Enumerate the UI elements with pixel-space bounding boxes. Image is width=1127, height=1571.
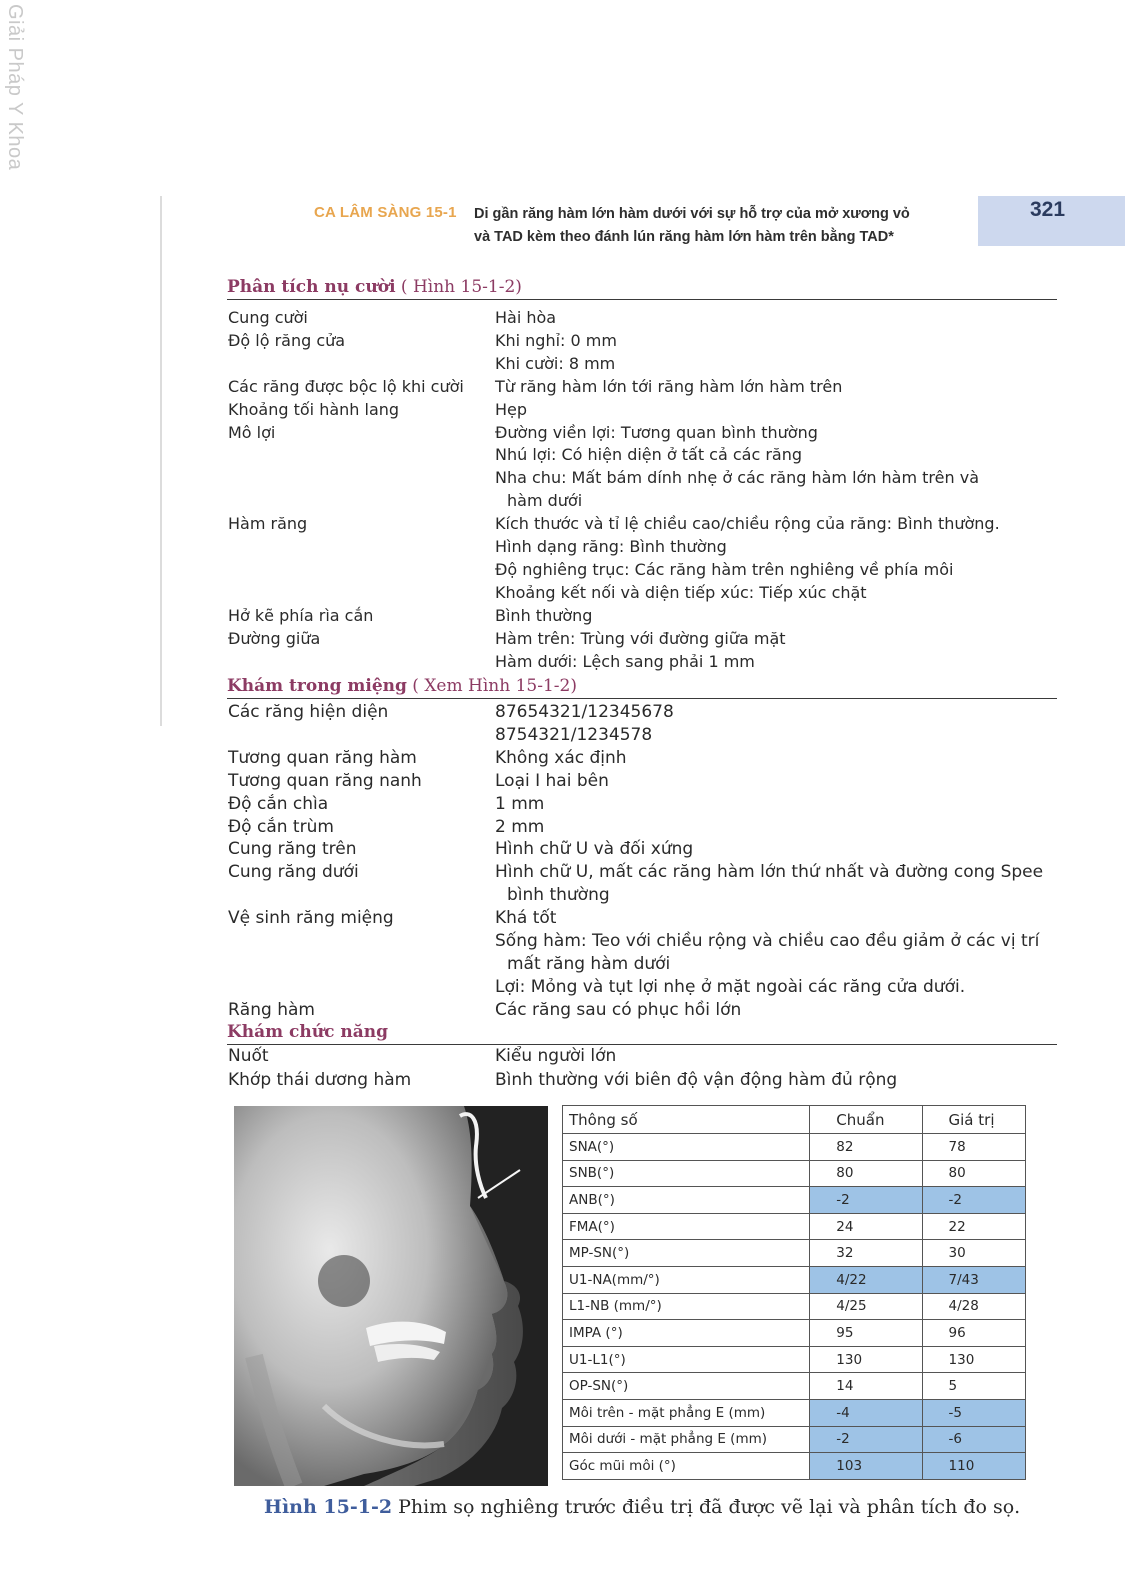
cell-norm: 80: [810, 1160, 922, 1187]
table-row: [563, 1293, 1026, 1320]
cell-param: SNB(°): [563, 1160, 810, 1187]
row-value: Hình chữ U và đối xứng: [495, 839, 694, 860]
cell-value: -2: [922, 1187, 1025, 1214]
row-value: Khá tốt: [495, 908, 557, 929]
case-label: CA LÂM SÀNG 15-1: [314, 204, 457, 221]
caption-text: Phim sọ nghiêng trước điều trị đã được vẽ lại và phân tích đo sọ.: [392, 1496, 1021, 1518]
row-value: Độ nghiêng trục: Các răng hàm trên nghiêng về phía môi: [495, 559, 954, 579]
section-heading-functional: [227, 1022, 1057, 1045]
row-value: Hài hòa: [495, 308, 557, 327]
header-norm: Chuẩn: [810, 1106, 922, 1134]
cell-param: L1-NB (mm/°): [563, 1293, 810, 1320]
row-value: Kiểu người lớn: [495, 1046, 617, 1066]
row-value: Nha chu: Mất bám dính nhẹ ở các răng hàm lớn hàm trên và: [495, 468, 979, 488]
cell-value: 22: [922, 1213, 1025, 1240]
cell-param: FMA(°): [563, 1213, 810, 1240]
cell-norm: -4: [810, 1399, 922, 1426]
lateral-ceph-radiograph: [234, 1106, 548, 1486]
row-value: 87654321/12345678: [495, 702, 674, 722]
section-title: Khám trong miệng: [227, 676, 407, 696]
row-value: Hàm trên: Trùng với đường giữa mặt: [495, 628, 786, 648]
cell-param: MP-SN(°): [563, 1240, 810, 1267]
row-value: Kích thước và tỉ lệ chiều cao/chiều rộng của răng: Bình thường.: [495, 514, 1000, 534]
row-label: Độ cắn trùm: [228, 816, 334, 837]
table-row: [563, 1426, 1026, 1453]
cell-value: 30: [922, 1240, 1025, 1267]
table-row: [563, 1346, 1026, 1373]
row-value: Loại I hai bên: [495, 770, 609, 791]
row-value: Từ răng hàm lớn tới răng hàm lớn hàm trên: [495, 376, 843, 396]
cell-norm: -2: [810, 1187, 922, 1214]
section-figure-ref: ( Xem Hình 15-1-2): [406, 676, 577, 696]
row-label: Khớp thái dương hàm: [228, 1070, 412, 1090]
header-value: Giá trị: [922, 1106, 1025, 1134]
cell-value: 80: [922, 1160, 1025, 1187]
cell-norm: 4/25: [810, 1293, 922, 1320]
row-label: Hở kẽ phía rìa cắn: [228, 605, 374, 625]
row-value: Bình thường với biên độ vận động hàm đủ rộng: [495, 1070, 898, 1090]
cell-value: -6: [922, 1426, 1025, 1453]
case-title-line-1: Di gần răng hàm lớn hàm dưới với sự hỗ trợ của mở xương vỏ: [474, 206, 910, 222]
cephalometric-table: [562, 1105, 1026, 1480]
table-row: [563, 1187, 1026, 1214]
table-row: [563, 1134, 1026, 1161]
cell-param: OP-SN(°): [563, 1373, 810, 1400]
page-number: 321: [1030, 198, 1066, 221]
cell-param: IMPA (°): [563, 1320, 810, 1347]
table-header-row: [563, 1106, 1026, 1134]
header-param: Thông số: [563, 1106, 810, 1134]
table-row: [563, 1453, 1026, 1480]
figure-caption: [264, 1496, 1020, 1518]
figure-number: Hình 15-1-2: [264, 1496, 393, 1518]
cell-param: Môi trên - mặt phẳng E (mm): [563, 1399, 810, 1426]
row-label: Tương quan răng nanh: [228, 770, 422, 791]
row-label: Các răng hiện diện: [228, 702, 389, 722]
row-value: hàm dưới: [507, 491, 583, 511]
cell-param: ANB(°): [563, 1187, 810, 1214]
row-label: Tương quan răng hàm: [228, 747, 417, 768]
cell-value: 78: [922, 1134, 1025, 1161]
row-value: Khi nghỉ: 0 mm: [495, 330, 617, 350]
cell-value: 4/28: [922, 1293, 1025, 1320]
cell-norm: 95: [810, 1320, 922, 1347]
row-value: Hẹp: [495, 399, 528, 419]
cell-value: 130: [922, 1346, 1025, 1373]
row-label: Vệ sinh răng miệng: [228, 908, 394, 929]
row-label: Mô lợi: [228, 422, 276, 442]
row-value: Không xác định: [495, 747, 627, 768]
cell-norm: 82: [810, 1134, 922, 1161]
row-label: Hàm răng: [228, 514, 308, 534]
cell-value: 5: [922, 1373, 1025, 1400]
row-label: Đường giữa: [228, 628, 321, 648]
section-heading-smile: [227, 277, 1057, 300]
cell-norm: 24: [810, 1213, 922, 1240]
row-value: Hình chữ U, mất các răng hàm lớn thứ nhất và đường cong Spee: [495, 862, 1044, 883]
table-row: [563, 1213, 1026, 1240]
cell-param: SNA(°): [563, 1134, 810, 1161]
row-label: Cung răng trên: [228, 839, 357, 860]
row-value: Nhú lợi: Có hiện diện ở tất cả các răng: [495, 445, 803, 465]
cell-norm: 130: [810, 1346, 922, 1373]
row-label: Cung cười: [228, 308, 308, 327]
row-value: Khoảng kết nối và diện tiếp xúc: Tiếp xúc chặt: [495, 582, 867, 602]
cell-value: 110: [922, 1453, 1025, 1480]
cell-norm: 32: [810, 1240, 922, 1267]
row-label: Các răng được bộc lộ khi cười: [228, 376, 464, 396]
cell-norm: 103: [810, 1453, 922, 1480]
row-label: Độ cắn chìa: [228, 793, 329, 814]
row-value: Hình dạng răng: Bình thường: [495, 537, 727, 556]
row-value: Hàm dưới: Lệch sang phải 1 mm: [495, 651, 755, 671]
cell-param: Góc mũi môi (°): [563, 1453, 810, 1480]
cell-param: Môi dưới - mặt phẳng E (mm): [563, 1426, 810, 1453]
radiograph-image: [234, 1106, 548, 1486]
cell-param: U1-L1(°): [563, 1346, 810, 1373]
cell-norm: -2: [810, 1426, 922, 1453]
case-title-line-2: và TAD kèm theo đánh lún răng hàm lớn hàm trên bằng TAD*: [474, 229, 894, 245]
cell-value: -5: [922, 1399, 1025, 1426]
row-value: mất răng hàm dưới: [507, 953, 671, 974]
row-value: Đường viền lợi: Tương quan bình thường: [495, 422, 818, 442]
cell-param: U1-NA(mm/°): [563, 1266, 810, 1293]
table-row: [563, 1399, 1026, 1426]
row-value: Các răng sau có phục hồi lớn: [495, 999, 742, 1020]
cell-norm: 4/22: [810, 1266, 922, 1293]
row-value: 8754321/1234578: [495, 724, 653, 745]
row-value: Khi cười: 8 mm: [495, 353, 616, 373]
row-value: 1 mm: [495, 793, 545, 814]
table-row: [563, 1320, 1026, 1347]
section-title: Phân tích nụ cười: [227, 277, 396, 297]
row-value: bình thường: [507, 885, 610, 906]
margin-rule: [160, 196, 162, 726]
row-value: 2 mm: [495, 816, 545, 837]
table-row: [563, 1373, 1026, 1400]
row-label: Cung răng dưới: [228, 862, 359, 883]
table-row: [563, 1160, 1026, 1187]
table-row: [563, 1240, 1026, 1267]
table-row: [563, 1266, 1026, 1293]
cell-value: 96: [922, 1320, 1025, 1347]
case-title: [474, 203, 934, 249]
watermark: Giải Pháp Y Khoa: [4, 4, 26, 171]
cell-value: 7/43: [922, 1266, 1025, 1293]
row-value: Lợi: Mỏng và tụt lợi nhẹ ở mặt ngoài các răng cửa dưới.: [495, 976, 966, 997]
row-value: Bình thường: [495, 605, 593, 625]
row-label: Răng hàm: [228, 999, 315, 1020]
row-label: Nuốt: [228, 1046, 269, 1066]
row-label: Khoảng tối hành lang: [228, 399, 400, 419]
section-heading-intraoral: [227, 676, 1057, 699]
row-label: Độ lộ răng cửa: [228, 330, 346, 350]
row-value: Sống hàm: Teo với chiều rộng và chiều cao đều giảm ở các vị trí: [495, 931, 1040, 951]
cell-norm: 14: [810, 1373, 922, 1400]
section-figure-ref: ( Hình 15-1-2): [395, 277, 522, 297]
section-title: Khám chức năng: [227, 1022, 389, 1042]
